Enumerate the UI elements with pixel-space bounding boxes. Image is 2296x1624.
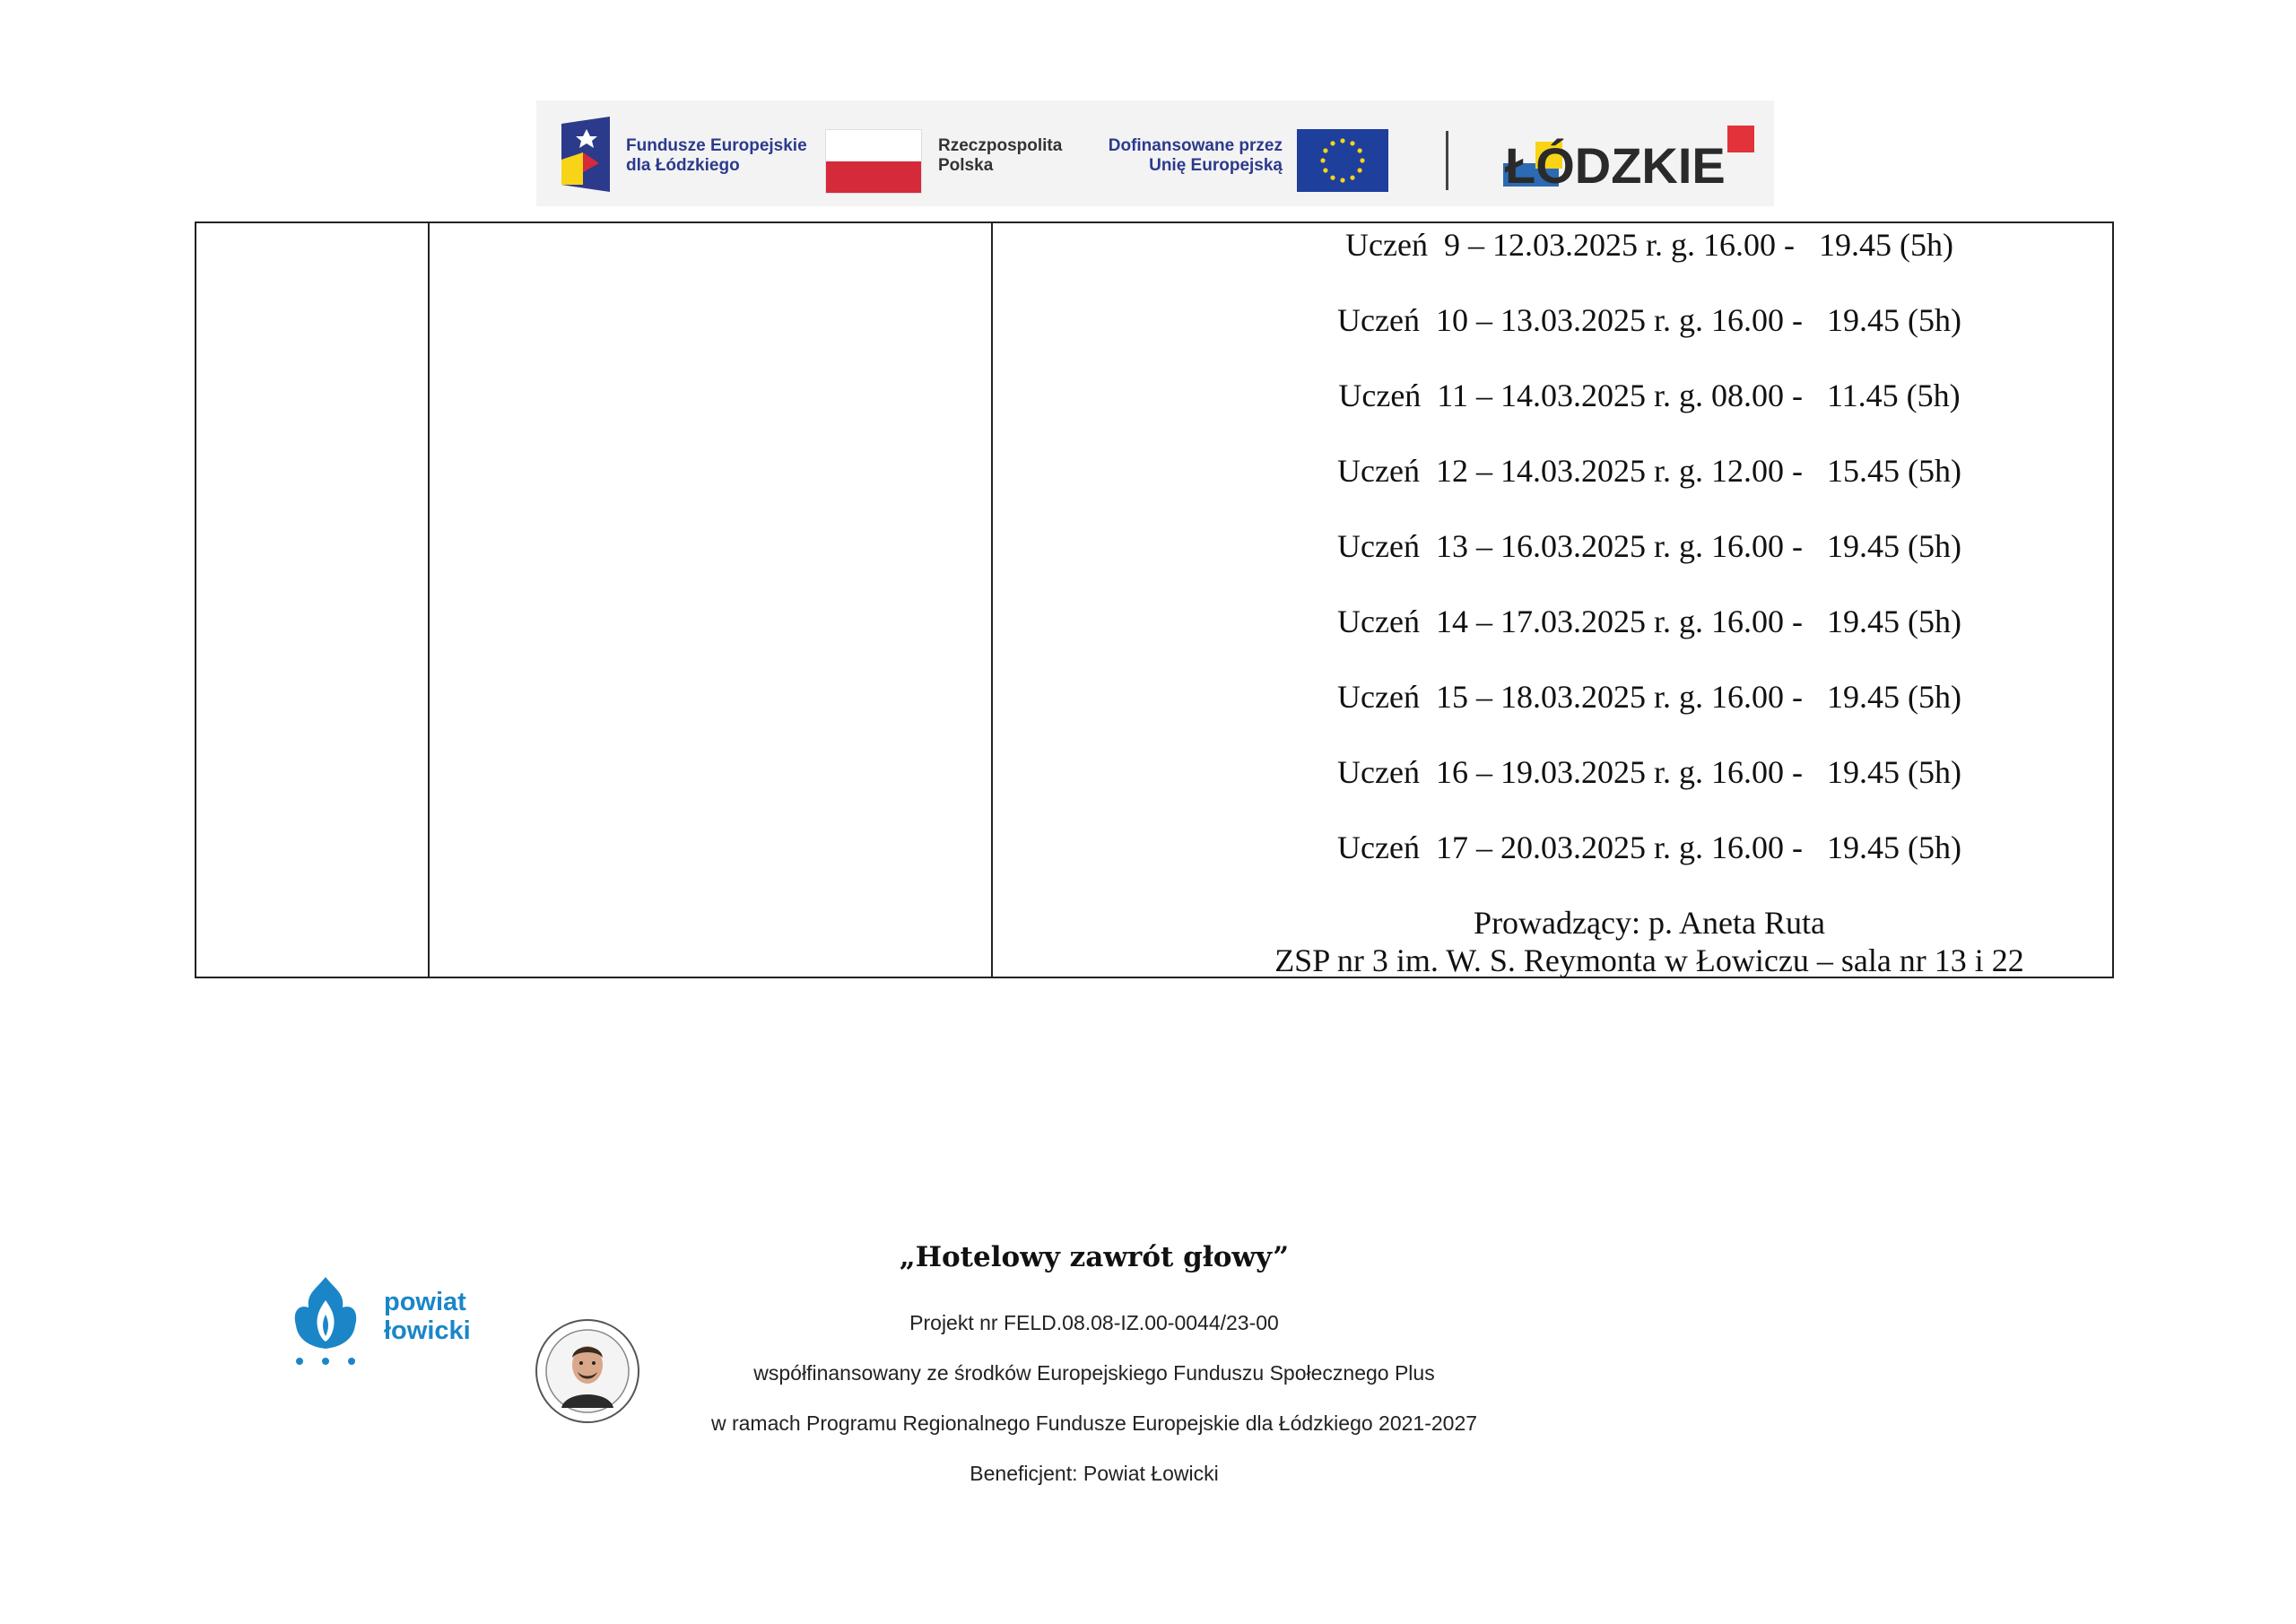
session-line: Uczeń 12 – 14.03.2025 r. g. 12.00 - 15.45 (5h) (1337, 453, 1961, 489)
schedule-table (195, 221, 2114, 978)
column-divider (428, 223, 430, 977)
lodzkie-logo-icon (1503, 124, 1754, 195)
eu-star-icon (1360, 158, 1364, 162)
eu-flag-icon (1297, 129, 1388, 192)
eu-star-icon (1350, 176, 1354, 180)
eu-star-icon (1323, 148, 1327, 152)
column-divider (991, 223, 993, 977)
session-line: Uczeń 15 – 18.03.2025 r. g. 16.00 - 19.45 (5h) (1337, 679, 1961, 715)
instructor-name: Prowadzący: p. Aneta Ruta (1474, 905, 1825, 941)
eu-cofinanced-label (1100, 136, 1283, 176)
eu-star-icon (1340, 138, 1344, 143)
powiat-label-line-2: łowicki (384, 1316, 471, 1345)
powiat-label-line-1: powiat (384, 1288, 466, 1316)
eu-label-line-1: Dofinansowane przez (1108, 136, 1283, 155)
eu-label-line-2: Unię Europejską (1149, 156, 1283, 175)
eu-star-icon (1340, 178, 1344, 182)
logo-divider (1446, 131, 1448, 190)
pl-label-line-1: Rzeczpospolita (938, 136, 1063, 155)
eu-star-icon (1350, 141, 1354, 145)
session-line: Uczeń 13 – 16.03.2025 r. g. 16.00 - 19.45 (5h) (1337, 528, 1961, 564)
pl-label-line-2: Polska (938, 156, 994, 175)
funding-logo-strip (536, 100, 1774, 206)
fe-label-line-1: Fundusze Europejskie (626, 136, 807, 155)
lodzkie-logo-text: ŁÓDZKIE (1505, 137, 1726, 194)
eu-star-icon (1330, 141, 1335, 145)
fundusze-europejskie-label (626, 136, 807, 176)
schedule-cell (1187, 223, 2112, 977)
beneficiary-text: Beneficjent: Powiat Łowicki (970, 1462, 1219, 1485)
eu-star-icon (1320, 158, 1325, 162)
project-number: Projekt nr FELD.08.08-IZ.00-0044/23-00 (909, 1311, 1279, 1334)
eu-star-icon (1330, 176, 1335, 180)
session-line: Uczeń 16 – 19.03.2025 r. g. 16.00 - 19.45 (5h) (1337, 754, 1961, 790)
fundusze-europejskie-logo-icon (556, 117, 615, 192)
session-line: Uczeń 11 – 14.03.2025 r. g. 08.00 - 11.45 (5h) (1338, 378, 1961, 413)
program-text: w ramach Programu Regionalnego Fundusze Europejskie dla Łódzkiego 2021-2027 (710, 1411, 1478, 1435)
fe-label-line-2: dla Łódzkiego (626, 156, 740, 175)
project-title: „Hotelowy zawrót głowy” (899, 1241, 1290, 1273)
eu-star-icon (1358, 168, 1362, 172)
polish-flag-icon (825, 129, 922, 194)
cofinanced-text: współfinansowany ze środków Europejskiego Funduszu Społecznego Plus (753, 1361, 1435, 1385)
session-line: Uczeń 14 – 17.03.2025 r. g. 16.00 - 19.45 (5h) (1337, 604, 1961, 639)
location-text: ZSP nr 3 im. W. S. Reymonta w Łowiczu – sala nr 13 i 22 (1274, 942, 2024, 978)
eu-star-icon (1358, 148, 1362, 152)
session-line: Uczeń 17 – 20.03.2025 r. g. 16.00 - 19.45 (5h) (1337, 829, 1961, 865)
session-line: Uczeń 9 – 12.03.2025 r. g. 16.00 - 19.45 (5h) (1345, 227, 1953, 263)
eu-star-icon (1323, 168, 1327, 172)
rzeczpospolita-label (938, 136, 1062, 176)
session-line: Uczeń 10 – 13.03.2025 r. g. 16.00 - 19.45 (5h) (1337, 302, 1961, 338)
